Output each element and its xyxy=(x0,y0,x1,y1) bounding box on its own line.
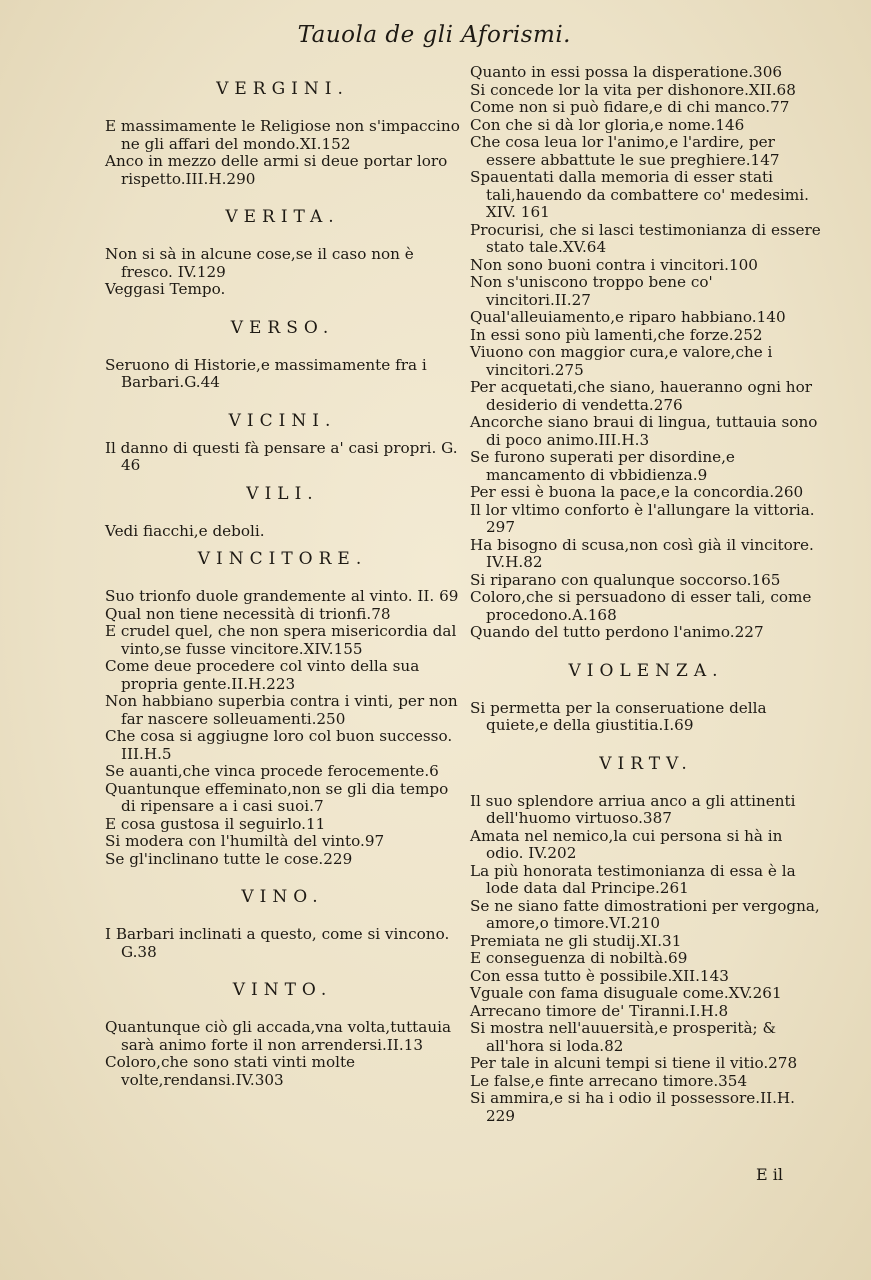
index-entry: Si concede lor la vita per dishonore.XII.68 xyxy=(470,80,796,99)
index-entry: Quando del tutto perdono l'animo.227 xyxy=(470,623,764,641)
right-column xyxy=(470,64,822,1125)
index-entry: Seruono di Historie,e massimamente fra i Barbari.G.44 xyxy=(105,355,427,391)
index-entry: Suo trionfo duole grandemente al vinto. II. 69 xyxy=(105,587,459,605)
index-entry: Veggasi Tempo. xyxy=(105,280,226,298)
index-entry: Con essa tutto è possibile.XII.143 xyxy=(470,966,729,985)
index-entry: Si ammira,e si ha i odio il possessore.II.H. 229 xyxy=(470,1089,795,1125)
index-entry: Viuono con maggior cura,e valore,che i vincitori.275 xyxy=(470,343,773,379)
index-entry: Non si sà in alcune cose,se il caso non è fresco. IV.129 xyxy=(105,245,414,281)
section-heading: VERITA. xyxy=(225,207,340,227)
index-entry: Per essi è buona la pace,e la concordia.260 xyxy=(470,483,804,501)
index-entry: Quanto in essi possa la disperatione.306 xyxy=(470,63,783,81)
index-entry: Il lor vltimo conforto è l'allungare la vittoria. 297 xyxy=(470,500,815,536)
index-entry: E conseguenza di nobiltà.69 xyxy=(470,949,688,967)
catchword: E il xyxy=(756,1165,783,1184)
index-entry: Il danno di questi fà pensare a' casi propri. G. 46 xyxy=(105,438,458,474)
index-entry: Anco in mezzo delle armi si deue portar loro rispetto.III.H.290 xyxy=(105,152,448,188)
section-heading: VINTO. xyxy=(232,980,333,1000)
index-entry: Vguale con fama disuguale come.XV.261 xyxy=(470,984,782,1002)
index-entry: Si mostra nell'auuersità,e prosperità; & all'hora si loda.82 xyxy=(470,1019,777,1055)
index-entry: Coloro,che sono stati vinti molte volte,rendansi.IV.303 xyxy=(105,1053,356,1089)
index-entry: Amata nel nemico,la cui persona si hà in odio. IV.202 xyxy=(470,826,783,862)
index-entry: Che cosa si aggiugne loro col buon successo. III.H.5 xyxy=(105,727,453,763)
index-entry: Quantunque ciò gli accada,vna volta,tuttauia sarà animo forte il non arrendersi.II.13 xyxy=(105,1018,452,1054)
section-heading: VERSO. xyxy=(230,317,335,338)
section-heading: VIRTV. xyxy=(599,753,693,774)
index-entry: Spauentati dalla memoria di esser stati tali,hauendo da combattere co' medesimi. XIV. 161 xyxy=(470,168,809,221)
index-entry: Se furono superati per disordine,e mancamento di vbbidienza.9 xyxy=(470,448,735,484)
index-entry: E massimamente le Religiose non s'impaccino ne gli affari del mondo.XI.152 xyxy=(105,117,460,153)
section-heading: VILI. xyxy=(246,483,319,504)
section-heading: VINCITORE. xyxy=(197,549,368,569)
index-entry: Con che si dà lor gloria,e nome.146 xyxy=(470,115,745,134)
index-entry: In essi sono più lamenti,che forze.252 xyxy=(470,325,763,344)
section-heading: VIOLENZA. xyxy=(568,660,724,681)
index-entry: I Barbari inclinati a questo, come si vincono. G.38 xyxy=(105,925,450,961)
index-entry: Procurisi, che si lasci testimonianza di essere stato tale.XV.64 xyxy=(470,220,821,256)
index-entry: Se ne siano fatte dimostrationi per vergogna, amore,o timore.VI.210 xyxy=(470,896,820,932)
index-entry: Il suo splendore arriua anco a gli attinenti dell'huomo virtuoso.387 xyxy=(470,791,796,827)
index-entry: Come deue procedere col vinto della sua propria gente.II.H.223 xyxy=(105,657,420,693)
index-entry: E crudel quel, che non spera misericordia dal vinto,se fusse vincitore.XIV.155 xyxy=(105,622,457,658)
index-entry: Ancorche siano braui di lingua, tuttauia sono di poco animo.III.H.3 xyxy=(470,413,818,449)
section-heading: VICINI. xyxy=(228,410,337,431)
section-heading: VINO. xyxy=(241,887,324,907)
index-entry: E cosa gustosa il seguirlo.11 xyxy=(105,814,326,833)
index-entry: Si permetta per la conseruatione della quiete,e della giustitia.I.69 xyxy=(470,698,767,734)
index-entry: Che cosa leua lor l'animo,e l'ardire, per essere abbattute le sue preghiere.147 xyxy=(470,133,780,169)
index-entry: Ha bisogno di scusa,non così già il vincitore. IV.H.82 xyxy=(470,535,814,571)
index-entry: Per acquetati,che siano, haueranno ogni hor desiderio di vendetta.276 xyxy=(470,378,812,414)
index-entry: Per tale in alcuni tempi si tiene il vitio.278 xyxy=(470,1054,798,1072)
running-head: Tauola de gli Aforismi. xyxy=(297,22,571,48)
index-entry: Qual'alleuiamento,e riparo habbiano.140 xyxy=(470,308,786,326)
section-heading: VERGINI. xyxy=(216,79,349,99)
index-entry: Come non si può fidare,e di chi manco.77 xyxy=(470,98,790,116)
left-column xyxy=(105,70,460,1089)
index-entry: Qual non tiene necessità di trionfi.78 xyxy=(105,604,391,623)
index-entry: Si modera con l'humiltà del vinto.97 xyxy=(105,832,385,850)
index-entry: Arrecano timore de' Tiranni.I.H.8 xyxy=(470,1001,729,1020)
index-entry: Premiata ne gli studij.XI.31 xyxy=(470,931,682,950)
index-entry: Non habbiano superbia contra i vinti, per non far nascere solleuamenti.250 xyxy=(105,692,458,728)
index-entry: Quantunque effeminato,non se gli dia tempo di ripensare a i casi suoi.7 xyxy=(105,779,449,815)
index-entry: La più honorata testimonianza di essa è la lode data dal Principe.261 xyxy=(470,861,796,897)
index-entry: Vedi fiacchi,e deboli. xyxy=(105,521,265,540)
index-entry: Coloro,che si persuadono di esser tali, come procedono.A.168 xyxy=(470,588,812,624)
index-entry: Se gl'inclinano tutte le cose.229 xyxy=(105,849,353,868)
index-entry: Non sono buoni contra i vincitori.100 xyxy=(470,255,758,274)
index-entry: Si riparano con qualunque soccorso.165 xyxy=(470,570,781,589)
index-entry: Non s'uniscono troppo bene co' vincitori.II.27 xyxy=(470,273,713,309)
index-entry: Le false,e finte arrecano timore.354 xyxy=(470,1071,748,1090)
index-entry: Se auanti,che vinca procede ferocemente.6 xyxy=(105,762,439,780)
